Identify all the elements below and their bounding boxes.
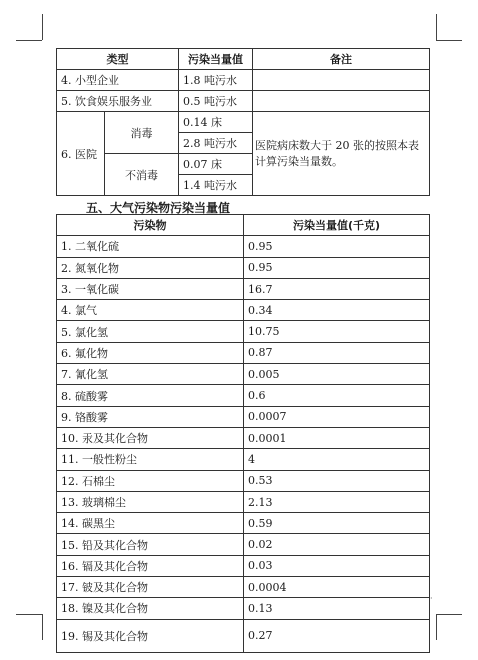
crop-mark-bottom-left-v: [42, 614, 43, 640]
pollutant-name: 3. 一氧化碳: [57, 278, 244, 299]
pollutant-name: 9. 铬酸雾: [57, 406, 244, 427]
header-equivalent-value: 污染当量值: [179, 49, 253, 70]
table-row: [57, 91, 430, 112]
pollutant-name: 12. 石棉尘: [57, 470, 244, 491]
hospital-label: 6. 医院: [57, 112, 105, 196]
pollutant-name: 16. 镉及其化合物: [57, 555, 244, 576]
table-row: [57, 619, 430, 652]
table-row: [57, 257, 430, 278]
pollutant-value: 10.75: [244, 321, 430, 342]
pollutant-value: 0.53: [244, 470, 430, 491]
pollutant-name: 15. 铅及其化合物: [57, 534, 244, 555]
row-value: 0.5 吨污水: [179, 91, 253, 112]
pollutant-name: 17. 铍及其化合物: [57, 577, 244, 598]
pollutant-value: 0.6: [244, 385, 430, 406]
pollutant-value: 0.13: [244, 598, 430, 619]
table-header-row: [57, 49, 430, 70]
pollutant-name: 8. 硫酸雾: [57, 385, 244, 406]
header-pollutant: 污染物: [57, 215, 244, 236]
crop-mark-bottom-right-v: [436, 614, 437, 640]
crop-mark-top-left-v: [42, 14, 43, 40]
row-note-empty: [253, 70, 430, 91]
pollutant-value: 0.59: [244, 513, 430, 534]
pollutant-value: 0.27: [244, 619, 430, 652]
pollutant-name: 4. 氯气: [57, 300, 244, 321]
pollutant-value: 0.02: [244, 534, 430, 555]
page-mark: ·: [430, 594, 433, 603]
pollutant-value: 0.03: [244, 555, 430, 576]
pollutant-name: 18. 镍及其化合物: [57, 598, 244, 619]
pollutant-name: 7. 氰化氢: [57, 364, 244, 385]
crop-mark-top-right-h: [436, 40, 462, 41]
air-pollutant-table: [56, 214, 430, 653]
table-row: [57, 364, 430, 385]
table-row: [57, 321, 430, 342]
section-title: 五、大气污染物污染当量值: [86, 201, 231, 215]
pollutant-name: 6. 氟化物: [57, 342, 244, 363]
pollutant-value: 0.005: [244, 364, 430, 385]
crop-mark-top-right-v: [436, 14, 437, 40]
header-note: 备注: [253, 49, 430, 70]
pollutant-value: 0.0001: [244, 427, 430, 448]
pollutant-name: 10. 汞及其化合物: [57, 427, 244, 448]
header-type: 类型: [57, 49, 179, 70]
table-row: [57, 342, 430, 363]
water-equivalent-table: [56, 48, 430, 196]
table-row: [57, 70, 430, 91]
pollutant-name: 11. 一般性粉尘: [57, 449, 244, 470]
table-row: [57, 470, 430, 491]
table-row: [57, 278, 430, 299]
pollutant-value: 0.95: [244, 236, 430, 257]
pollutant-value: 0.0004: [244, 577, 430, 598]
pollutant-value: 0.95: [244, 257, 430, 278]
disinfect-label: 消毒: [105, 112, 179, 154]
table-row: [57, 534, 430, 555]
row-value: 1.8 吨污水: [179, 70, 253, 91]
pollutant-value: 16.7: [244, 278, 430, 299]
hospital-note: 医院病床数大于 20 张的按照本表计算污染当量数。: [253, 112, 430, 196]
no-disinfect-label: 不消毒: [105, 154, 179, 196]
header-equivalent-kg: 污染当量值(千克): [244, 215, 430, 236]
disinfect-value-water: 2.8 吨污水: [179, 133, 253, 154]
table-row: [57, 236, 430, 257]
crop-mark-bottom-left-h: [16, 614, 42, 615]
row-note-empty: [253, 91, 430, 112]
table-header-row: [57, 215, 430, 236]
table-row: [57, 598, 430, 619]
row-type: 4. 小型企业: [57, 70, 179, 91]
table-row: [57, 449, 430, 470]
table-row: [57, 555, 430, 576]
table-row: [57, 491, 430, 512]
table-row: [57, 300, 430, 321]
crop-mark-bottom-right-h: [436, 614, 462, 615]
pollutant-name: 2. 氮氧化物: [57, 257, 244, 278]
disinfect-value-bed: 0.14 床: [179, 112, 253, 133]
pollutant-value: 0.34: [244, 300, 430, 321]
pollutant-name: 1. 二氧化硫: [57, 236, 244, 257]
table-row: [57, 406, 430, 427]
pollutant-name: 14. 碳黑尘: [57, 513, 244, 534]
pollutant-value: 4: [244, 449, 430, 470]
table-row: [57, 385, 430, 406]
pollutant-value: 0.0007: [244, 406, 430, 427]
crop-mark-top-left-h: [16, 40, 42, 41]
table-row: [57, 427, 430, 448]
table-row: [57, 577, 430, 598]
pollutant-name: 5. 氯化氢: [57, 321, 244, 342]
pollutant-name: 13. 玻璃棉尘: [57, 491, 244, 512]
pollutant-name: 19. 锡及其化合物: [57, 619, 244, 652]
no-disinfect-value-bed: 0.07 床: [179, 154, 253, 175]
table-row: [57, 112, 430, 133]
table-row: [57, 513, 430, 534]
pollutant-value: 0.87: [244, 342, 430, 363]
row-type: 5. 饮食娱乐服务业: [57, 91, 179, 112]
no-disinfect-value-water: 1.4 吨污水: [179, 175, 253, 196]
pollutant-value: 2.13: [244, 491, 430, 512]
